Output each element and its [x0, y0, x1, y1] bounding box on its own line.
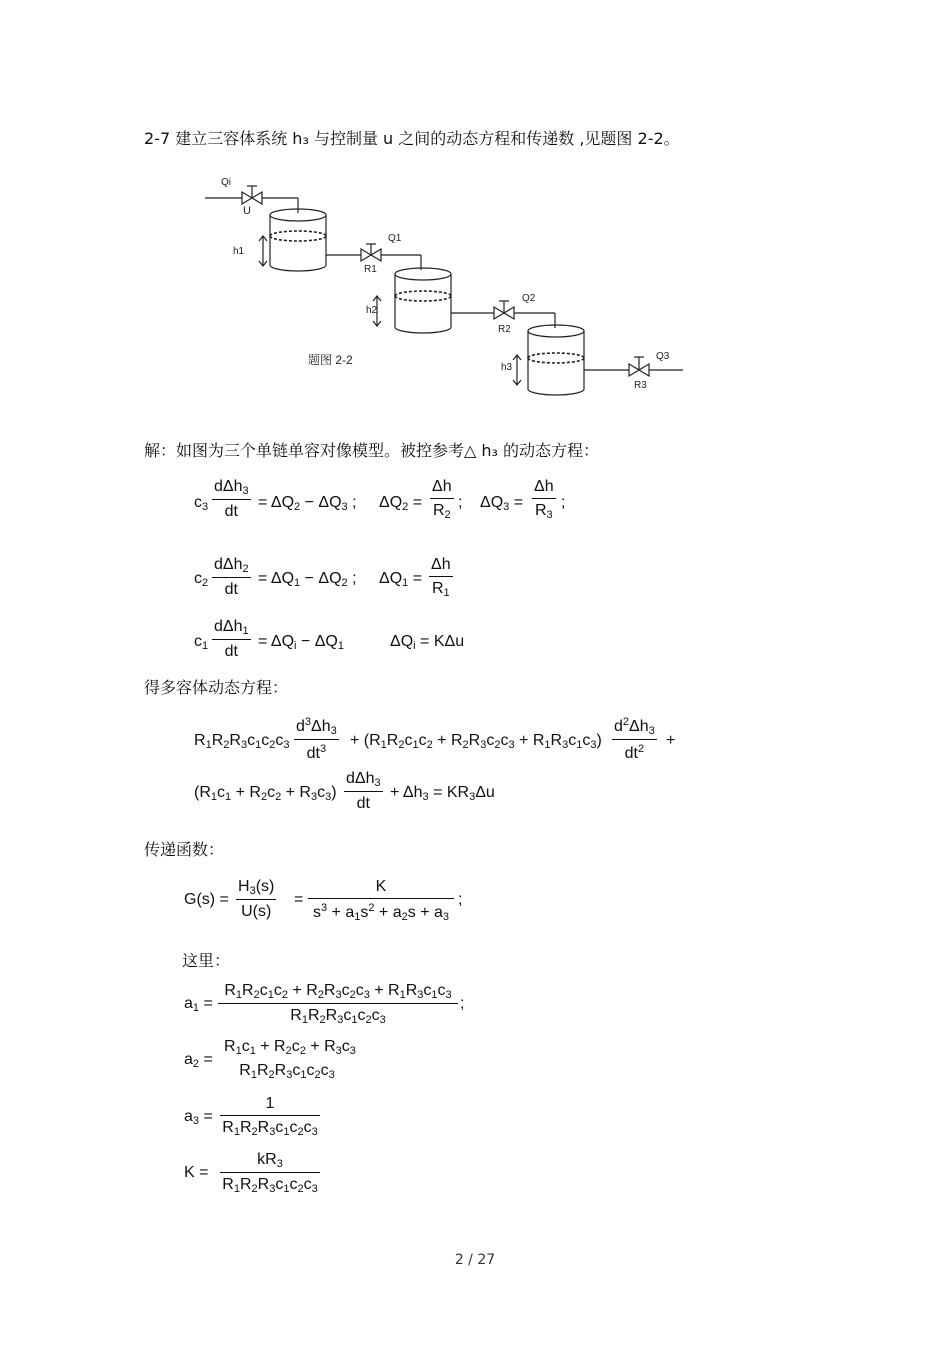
- label-u: U: [243, 205, 251, 217]
- eq-row-2: $c_2$ dΔh$_2$ dt = $\Delta Q_1 - \Delta Q_2$ ; $\Delta Q_1$ = $\frac{\Delta h}{R_1}$: [194, 556, 451, 599]
- diagram-caption: 题图 2-2: [308, 353, 353, 367]
- eq-row-3: $c_1$ dΔh$_1$ dt = $\Delta Q_i - \Delta Q_1$ $\Delta Q_i = K\Delta u$: [194, 618, 465, 660]
- transfer-title: 传递函数：: [144, 840, 225, 859]
- multi-tank-title: 得多容体动态方程：: [144, 678, 289, 697]
- transfer-eq: G(s) = $\frac{H_3(s)}{U(s)}$ = $\frac{K}{s^3 + a_1s^2 + a_2s + a_3}$ ;: [184, 878, 463, 923]
- label-h3: h3: [501, 362, 513, 373]
- label-h2: h2: [366, 305, 378, 316]
- label-q1: Q1: [388, 233, 402, 244]
- page-number: 2 / 27: [454, 1252, 496, 1268]
- problem-heading: 2-7 建立三容体系统 h₃ 与控制量 u 之间的动态方程和传递数 ,见题图 2-2。: [144, 129, 680, 148]
- label-r1: R1: [364, 264, 377, 275]
- coef-a2: $a_2$ = $R_1c_1 + R_2c_2 + R_3c_3$ $R_1R_2R_3c_1c_2c_3$: [184, 1038, 356, 1081]
- coef-a1: $a_1$ = $\frac{R_1R_2c_1c_2 + R_2R_3c_2c_3 + R_1R_3c_1c_3}{R_1R_2R_3c_1c_2c_3}$ ;: [184, 982, 465, 1026]
- eq-row-1: $c_3$ dΔh$_3$ dt = $\Delta Q_2 - \Delta Q_3$ ; $\Delta Q_2$ = $\frac{\Delta h}{R_2}$ ; $\Delta Q_3$ = $\frac{\Delta h}{R_3}$ ;: [194, 478, 566, 521]
- coef-k: K = $\frac{kR_3}{R_1R_2R_3c_1c_2c_3}$: [184, 1151, 484, 1203]
- solution-intro: 解：如图为三个单链单容对像模型。被控参考△ h₃ 的动态方程：: [144, 441, 600, 460]
- here-label: 这里：: [182, 951, 231, 970]
- label-q3: Q3: [656, 351, 670, 362]
- label-r2: R2: [498, 324, 511, 335]
- label-r3: R3: [634, 380, 647, 391]
- label-h1: h1: [233, 246, 245, 257]
- coef-a3: $a_3$ = $\frac{1}{R_1R_2R_3c_1c_2c_3}$: [184, 1095, 484, 1147]
- label-qi: Qi: [221, 177, 231, 188]
- multi-eq-line-2: $(R_1c_1 + R_2c_2 + R_3c_3)$ dΔh$_3$ dt + $\Delta h_3 = KR_3\Delta u$: [194, 770, 495, 812]
- label-q2: Q2: [522, 293, 536, 304]
- three-tank-diagram: [195, 168, 695, 398]
- multi-eq-line-1: $R_1R_2R_3c_1c_2c_3$ $\frac{d^3\Delta h_3}{dt^3}$ + $(R_1R_2c_1c_2 + R_2R_3c_2c_3 + R_1R_3c_1c_3)$ $\frac{d^2\Delta h_3}{dt^2}$ +: [194, 716, 676, 762]
